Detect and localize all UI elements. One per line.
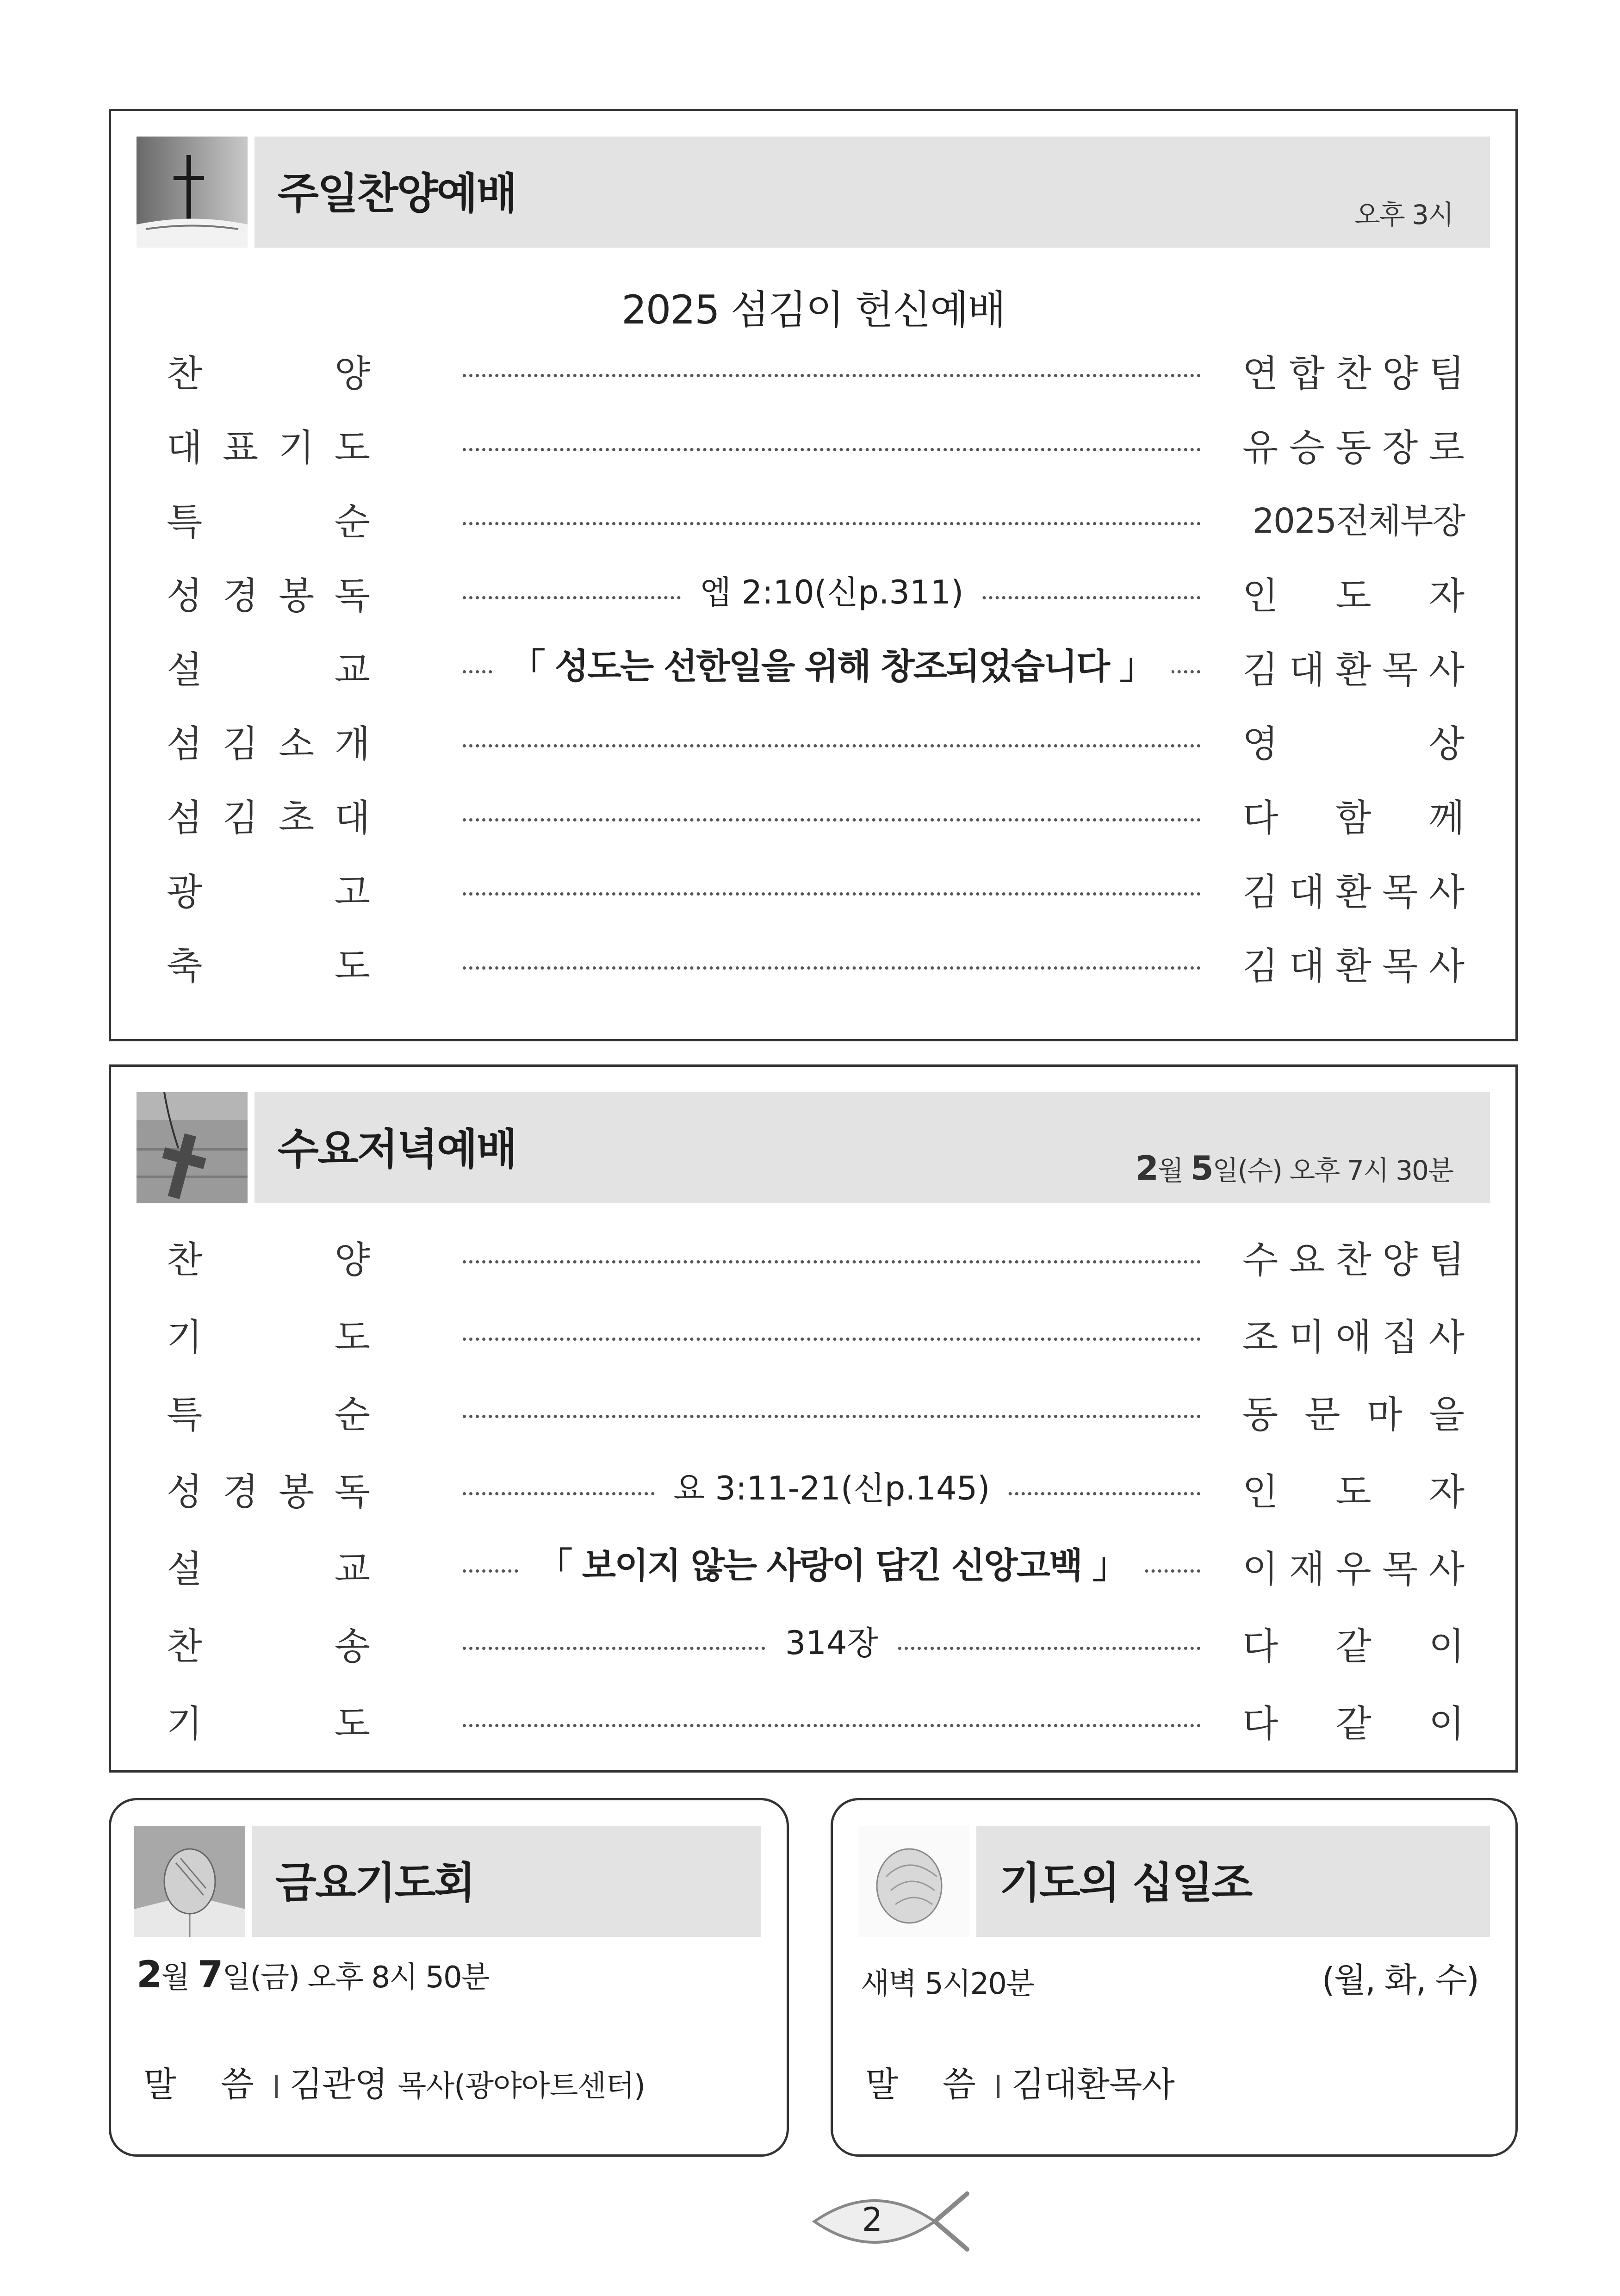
- order-row: [167, 787, 1465, 842]
- order-content: 「 성도는 선한일을 위해 창조되었습니다 」: [492, 639, 1172, 694]
- order-person: 이 재 우 목 사: [1242, 1547, 1465, 1591]
- wednesday-header: [137, 1092, 1490, 1203]
- tithe-speaker: 말 씀 김대환목사: [865, 2065, 1174, 2104]
- order-label: 섬 김 소 개: [167, 722, 370, 765]
- order-content: 엡 2:10(신p.311): [682, 565, 982, 620]
- tithe-time: 새벽 5시20분: [861, 1967, 1034, 2001]
- order-row: [167, 861, 1465, 916]
- order-label: 찬 양: [167, 1238, 370, 1282]
- friday-title: 금요기도회: [275, 1858, 474, 1908]
- sunday-time: 오후 3시: [1354, 199, 1453, 230]
- wednesday-service-box: [109, 1064, 1518, 1773]
- dotted-leader: [463, 861, 1201, 916]
- order-row: [167, 1461, 1465, 1516]
- wednesday-time: 2월 5일(수) 오후 7시 30분: [1135, 1149, 1453, 1188]
- sunday-service-box: [109, 109, 1518, 1041]
- friday-speaker: 말 씀 김관영 목사(광야아트센터): [143, 2065, 646, 2104]
- order-row: [167, 1615, 1465, 1671]
- dotted-leader: [463, 1306, 1201, 1362]
- order-person: 2025전체부장: [1252, 501, 1465, 541]
- order-row: [167, 565, 1465, 620]
- order-person: 동 문 마 을: [1242, 1393, 1465, 1436]
- order-label: 기 도: [167, 1702, 370, 1745]
- tithe-header: [858, 1826, 1490, 1937]
- order-person: 조 미 애 집 사: [1242, 1315, 1465, 1359]
- friday-header: [134, 1826, 761, 1937]
- dotted-leader: [463, 787, 1201, 842]
- dotted-leader: [463, 1538, 1201, 1593]
- order-label: 섬 김 초 대: [167, 796, 370, 840]
- sunday-header: [137, 137, 1490, 248]
- order-person: 인 도 자: [1242, 574, 1465, 617]
- order-person: 김 대 환 목 사: [1242, 648, 1465, 691]
- order-row: [167, 1229, 1465, 1284]
- order-person: 영 상: [1242, 722, 1465, 765]
- sunday-subtitle: 2025 섬김이 헌신예배: [621, 287, 1006, 333]
- cross-candle-image: [137, 137, 248, 248]
- order-person: 다 함 께: [1242, 796, 1465, 840]
- order-person: 다 같 이: [1242, 1702, 1465, 1745]
- dotted-leader: [463, 565, 1201, 620]
- order-label: 설 교: [167, 1547, 370, 1591]
- order-content: 요 3:11-21(신p.145): [655, 1461, 1009, 1516]
- order-person: 다 같 이: [1242, 1624, 1465, 1668]
- dotted-leader: [463, 1229, 1201, 1284]
- order-row: [167, 342, 1465, 398]
- order-person: 유 승 동 장 로: [1242, 426, 1465, 469]
- order-content: 「 보이지 않는 사랑이 담긴 신앙고백 」: [519, 1538, 1145, 1593]
- order-row: [167, 491, 1465, 546]
- sunday-title: 주일찬양예배: [278, 169, 516, 218]
- order-label: 특 순: [167, 500, 370, 543]
- dotted-leader: [463, 417, 1201, 472]
- friday-title-bar: [252, 1826, 761, 1937]
- order-person: 김 대 환 목 사: [1242, 870, 1465, 914]
- sunday-title-bar: [254, 137, 1490, 248]
- dotted-leader: [463, 491, 1201, 546]
- order-row: [167, 417, 1465, 472]
- order-label: 특 순: [167, 1393, 370, 1436]
- order-row: [167, 713, 1465, 768]
- order-label: 성 경 봉 독: [167, 1470, 370, 1513]
- wooden-cross-image: [137, 1092, 248, 1203]
- dotted-leader: [463, 639, 1201, 694]
- order-label: 성 경 봉 독: [167, 574, 370, 617]
- tithe-title: 기도의 십일조: [999, 1858, 1252, 1908]
- dotted-leader: [463, 1692, 1201, 1748]
- dotted-leader: [463, 1383, 1201, 1439]
- order-label: 대 표 기 도: [167, 426, 370, 469]
- order-person: 연 합 찬 양 팀: [1242, 352, 1465, 395]
- dotted-leader: [463, 1461, 1201, 1516]
- dotted-leader: [463, 713, 1201, 768]
- wednesday-title: 수요저녁예배: [278, 1125, 516, 1174]
- friday-prayer-box: [109, 1798, 789, 2157]
- dotted-leader: [463, 1615, 1201, 1671]
- order-row: [167, 935, 1465, 990]
- order-label: 기 도: [167, 1315, 370, 1359]
- order-row: [167, 1538, 1465, 1593]
- praying-hands-image: [858, 1826, 969, 1937]
- wednesday-title-bar: [254, 1092, 1490, 1203]
- order-person: 수 요 찬 양 팀: [1242, 1238, 1465, 1282]
- order-person: 김 대 환 목 사: [1242, 944, 1465, 988]
- tithe-prayer-box: [831, 1798, 1518, 2157]
- order-row: [167, 639, 1465, 694]
- order-row: [167, 1692, 1465, 1748]
- friday-time: 2월 7일(금) 오후 8시 50분: [137, 1953, 489, 1996]
- dotted-leader: [463, 935, 1201, 990]
- order-label: 축 도: [167, 944, 370, 988]
- order-content: 314장: [767, 1615, 897, 1671]
- praying-hands-bible-image: [134, 1826, 245, 1937]
- dotted-leader: [463, 342, 1201, 398]
- order-row: [167, 1383, 1465, 1439]
- order-row: [167, 1306, 1465, 1362]
- tithe-days: (월, 화, 수): [1322, 1960, 1478, 1999]
- order-label: 설 교: [167, 648, 370, 691]
- order-label: 찬 양: [167, 352, 370, 395]
- tithe-title-bar: [976, 1826, 1490, 1937]
- page-number: 2: [862, 2201, 883, 2239]
- order-label: 찬 송: [167, 1624, 370, 1668]
- order-person: 인 도 자: [1242, 1470, 1465, 1513]
- page-number-fish: [810, 2180, 976, 2263]
- order-label: 광 고: [167, 870, 370, 914]
